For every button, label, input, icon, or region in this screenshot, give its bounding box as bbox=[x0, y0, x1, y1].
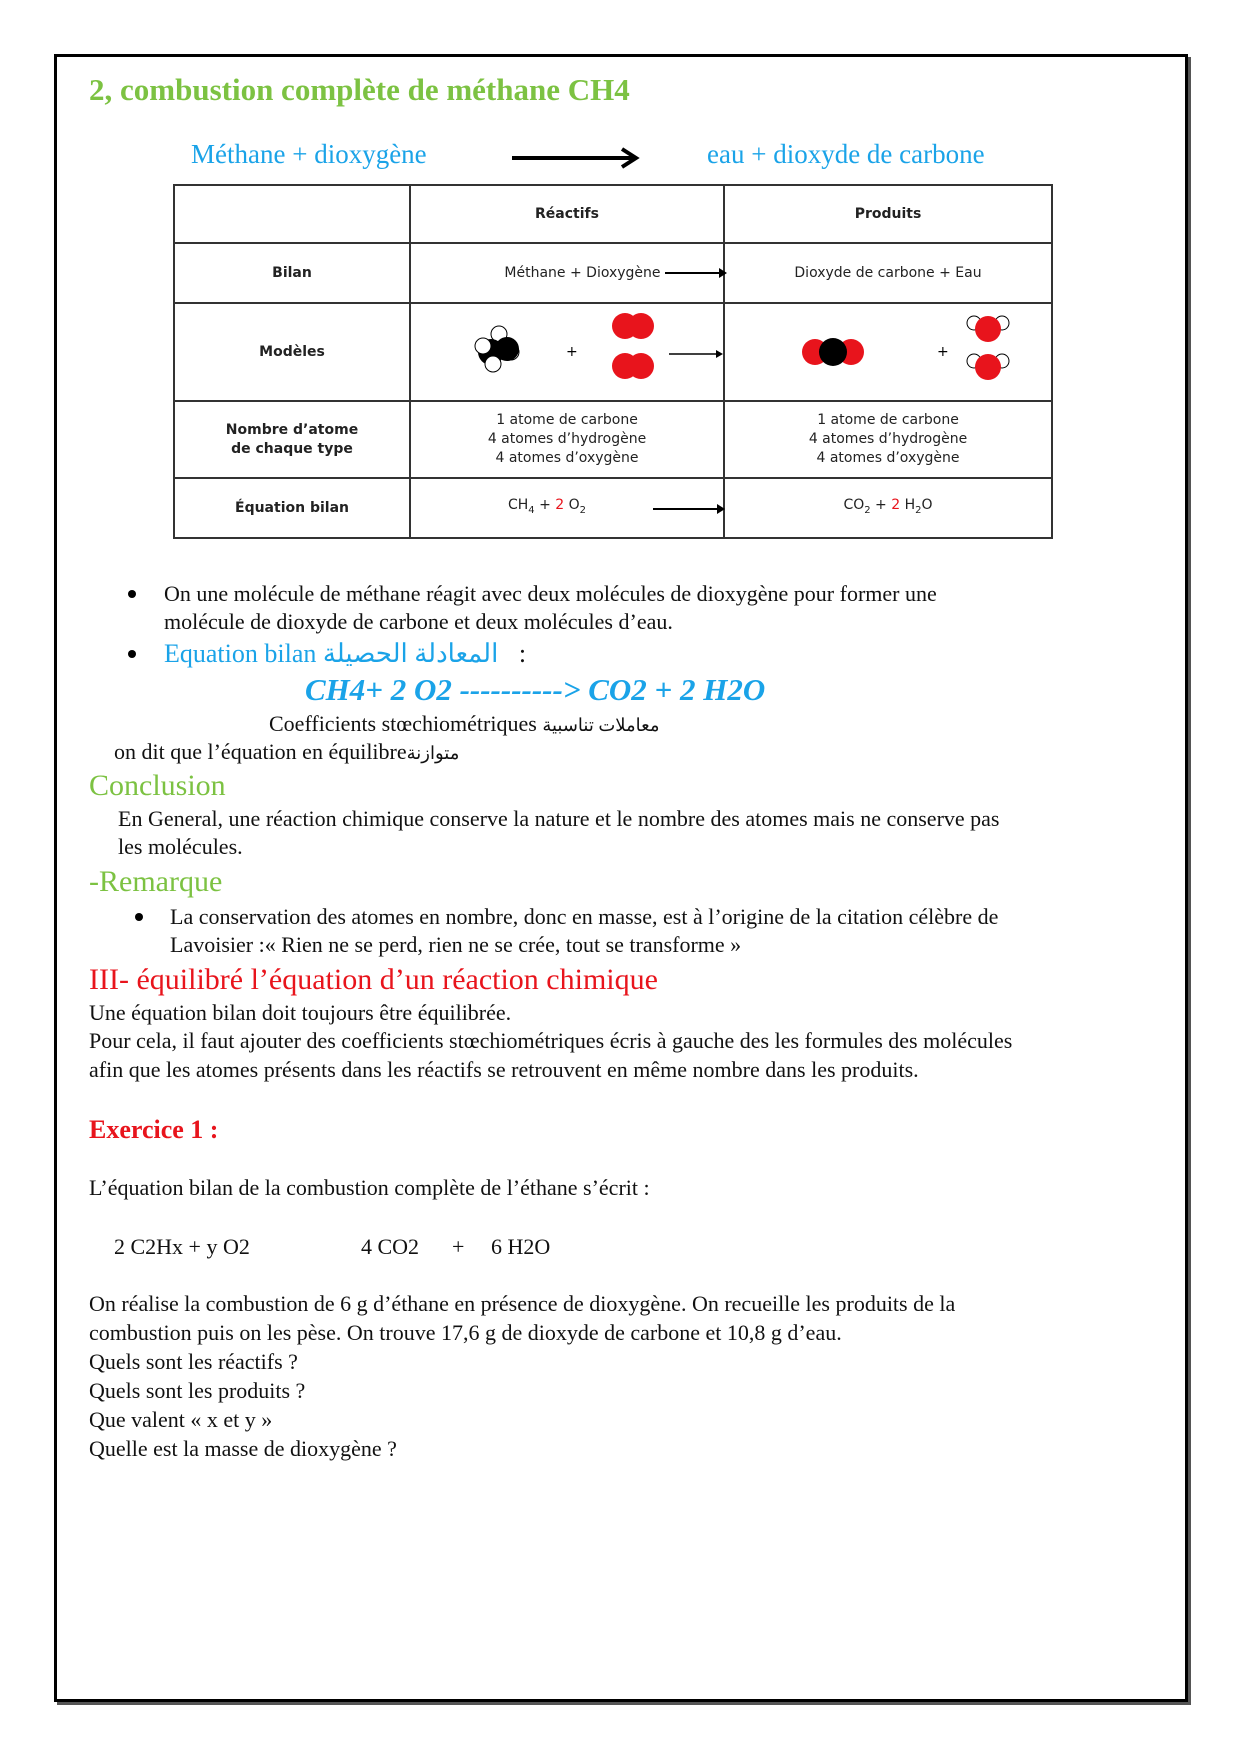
modeles-produits bbox=[724, 303, 1052, 401]
reaction-table bbox=[173, 184, 1053, 539]
header-empty bbox=[174, 185, 410, 243]
formula-part: H bbox=[900, 497, 916, 514]
paragraph-line: La conservation des atomes en nombre, donc en masse, est à l’origine de la citation célèbre de bbox=[170, 904, 999, 929]
bullet-icon bbox=[128, 590, 136, 598]
row-label-modeles: Modèles bbox=[174, 303, 410, 401]
question-line: Que valent « x et y » bbox=[89, 1407, 273, 1432]
paragraph-line: molécule de dioxyde de carbone et deux molécules d’eau. bbox=[164, 609, 673, 634]
formula-part: CO bbox=[843, 497, 865, 514]
equation-bilan-label bbox=[164, 639, 526, 669]
formula-part: + bbox=[870, 497, 892, 514]
paragraph-line: Une équation bilan doit toujours être équilibrée. bbox=[89, 1000, 512, 1025]
arrow-icon bbox=[665, 272, 725, 274]
plus-sign: + bbox=[566, 344, 578, 360]
row-label-nombre bbox=[174, 401, 410, 478]
bilan-reactifs bbox=[410, 243, 724, 303]
paragraph-line: Lavoisier :« Rien ne se perd, rien ne se crée, tout se transforme » bbox=[170, 932, 742, 957]
paragraph-line: On une molécule de méthane réagit avec deux molécules de dioxygène pour former une bbox=[164, 581, 937, 606]
count-line: 4 atomes d’oxygène bbox=[816, 450, 960, 466]
text-fr: on dit que l’équation en équilibre bbox=[114, 739, 407, 764]
formula-sub: 2 bbox=[915, 504, 922, 516]
bilan-produits: Dioxyde de carbone + Eau bbox=[724, 243, 1052, 303]
formula-sub: 4 bbox=[528, 504, 535, 516]
coefficient: 2 bbox=[891, 497, 901, 514]
formula-part: O bbox=[564, 497, 580, 514]
exercice-intro: L’équation bilan de la combustion complète de l’éthane s’écrit : bbox=[89, 1175, 650, 1200]
formula-sub: 2 bbox=[864, 504, 871, 516]
oxygen-molecule-icon bbox=[612, 313, 654, 339]
modeles-reactifs bbox=[410, 303, 724, 401]
water-molecule-icon bbox=[967, 354, 1009, 380]
label-line: Nombre d’atome bbox=[225, 421, 359, 438]
formula-part: CH bbox=[507, 497, 529, 514]
section3-title: III- équilibré l’équation d’un réaction chimique bbox=[89, 963, 658, 996]
arrow-icon bbox=[653, 508, 723, 510]
paragraph-line: En General, une réaction chimique conserve la nature et le nombre des atomes mais ne conserve pas bbox=[118, 806, 1000, 831]
count-line: 4 atomes d’hydrogène bbox=[487, 431, 647, 447]
methane-molecule-icon bbox=[475, 326, 519, 372]
remarque-title: -Remarque bbox=[89, 865, 223, 898]
row-label-equation: Équation bilan bbox=[174, 478, 410, 538]
label-fr: Equation bilan bbox=[164, 639, 317, 668]
count-line: 4 atomes d’oxygène bbox=[495, 450, 639, 466]
question-line: Quels sont les réactifs ? bbox=[89, 1349, 298, 1374]
text-fr: Coefficients stœchiométriques bbox=[269, 711, 537, 736]
paragraph-line: On réalise la combustion de 6 g d’éthane en présence de dioxygène. On recueille les produits de la bbox=[89, 1291, 956, 1316]
paragraph-line: Pour cela, il faut ajouter des coefficients stœchiométriques écris à gauche des les formules des molécules bbox=[89, 1028, 1013, 1053]
colon: : bbox=[518, 639, 527, 668]
nombre-produits bbox=[724, 401, 1052, 478]
equation-reactifs bbox=[410, 478, 724, 538]
formula-sub: 2 bbox=[579, 504, 587, 516]
on-dit-line bbox=[114, 739, 459, 766]
count-line: 4 atomes d’hydrogène bbox=[808, 431, 968, 447]
exercice-equation-left: 2 C2Hx + y O2 bbox=[114, 1234, 250, 1259]
count-line: 1 atome de carbone bbox=[817, 412, 959, 428]
header-reactifs: Réactifs bbox=[410, 185, 724, 243]
conclusion-title: Conclusion bbox=[89, 769, 226, 802]
exercice-equation-product1: 4 CO2 bbox=[361, 1234, 420, 1259]
equation-reactifs-text bbox=[507, 497, 587, 516]
arrow-icon bbox=[510, 146, 642, 170]
exercice-equation-product2: 6 H2O bbox=[491, 1234, 551, 1259]
reactant-models-icon bbox=[411, 304, 723, 394]
word-equation-right: eau + dioxyde de carbone bbox=[707, 139, 985, 169]
exercice-equation-plus: + bbox=[452, 1234, 465, 1259]
label-line: de chaque type bbox=[231, 440, 353, 457]
section-title: 2, combustion complète de méthane CH4 bbox=[89, 72, 630, 107]
exercice-title: Exercice 1 : bbox=[89, 1115, 219, 1144]
paragraph-line: combustion puis on les pèse. On trouve 17,6 g de dioxyde de carbone et 10,8 g d’eau. bbox=[89, 1320, 842, 1345]
equation-produits bbox=[724, 478, 1052, 538]
plus-sign: + bbox=[937, 344, 949, 360]
header-produits: Produits bbox=[724, 185, 1052, 243]
count-line: 1 atome de carbone bbox=[496, 412, 638, 428]
product-models-icon bbox=[725, 304, 1051, 394]
bilan-reactifs-text: Méthane + Dioxygène bbox=[504, 264, 661, 281]
formula-part: O bbox=[921, 497, 933, 514]
formula-part: + bbox=[534, 497, 556, 514]
word-equation-left: Méthane + dioxygène bbox=[191, 139, 427, 169]
coefficient: 2 bbox=[555, 497, 565, 514]
paragraph-line: afin que les atomes présents dans les réactifs se retrouvent en même nombre dans les produits. bbox=[89, 1057, 919, 1082]
balanced-formula: CH4+ 2 O2 ----------> CO2 + 2 H2O bbox=[305, 672, 766, 707]
paragraph-line: les molécules. bbox=[118, 834, 243, 859]
question-line: Quels sont les produits ? bbox=[89, 1378, 306, 1403]
row-label-bilan: Bilan bbox=[174, 243, 410, 303]
text-ar: معاملات تناسبية bbox=[542, 715, 660, 735]
nombre-reactifs bbox=[410, 401, 724, 478]
bullet-icon bbox=[135, 913, 143, 921]
label-ar: المعادلة الحصيلة bbox=[322, 639, 499, 668]
oxygen-molecule-icon bbox=[612, 353, 654, 379]
question-line: Quelle est la masse de dioxygène ? bbox=[89, 1436, 397, 1461]
carbon-dioxide-molecule-icon bbox=[802, 338, 864, 366]
coefficients-line bbox=[269, 711, 660, 738]
bullet-icon bbox=[128, 650, 136, 658]
water-molecule-icon bbox=[967, 316, 1009, 342]
text-ar: متوازنة bbox=[406, 743, 460, 763]
